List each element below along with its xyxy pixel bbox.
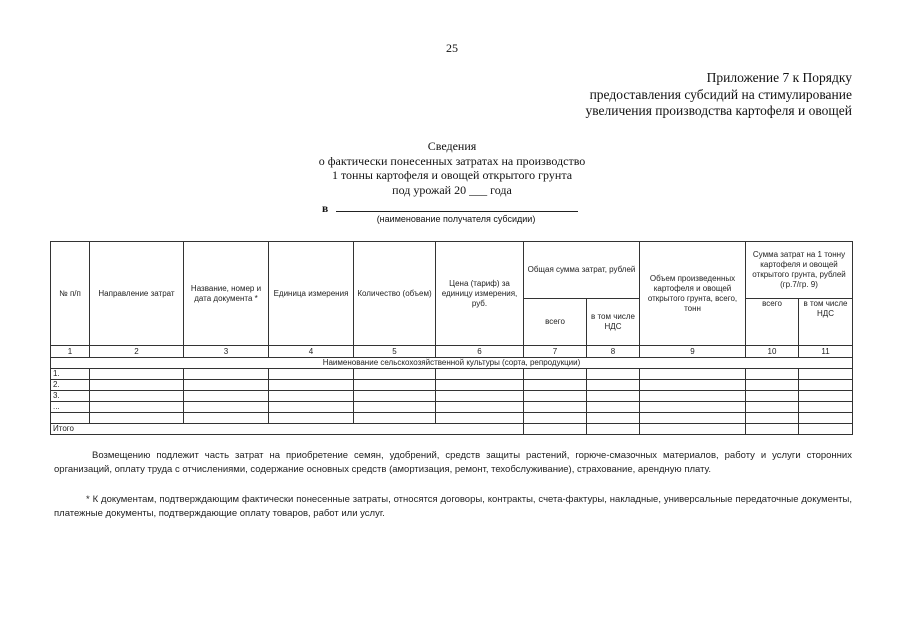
- table-cell[interactable]: [90, 413, 184, 424]
- table-cell[interactable]: [436, 402, 524, 413]
- title-line-3: 1 тонны картофеля и овощей открытого грунта: [331, 168, 573, 182]
- table-cell[interactable]: [799, 380, 853, 391]
- column-number: 8: [587, 346, 640, 358]
- table-cell[interactable]: [436, 391, 524, 402]
- column-number: 7: [524, 346, 587, 358]
- header-per-ton-all: всего: [746, 299, 799, 346]
- table-cell[interactable]: [640, 402, 746, 413]
- table-cell[interactable]: [269, 369, 354, 380]
- table-cell[interactable]: [640, 369, 746, 380]
- table-cell[interactable]: [184, 413, 269, 424]
- table-cell[interactable]: [746, 380, 799, 391]
- header-per-ton-vat: в том числе НДС: [799, 299, 853, 346]
- column-number: 6: [436, 346, 524, 358]
- table-cell[interactable]: [524, 369, 587, 380]
- recipient-underline: [336, 202, 578, 212]
- table-cell[interactable]: [354, 380, 436, 391]
- column-number: 3: [184, 346, 269, 358]
- column-number-row: [51, 346, 853, 358]
- table-cell[interactable]: [640, 380, 746, 391]
- table-cell[interactable]: [587, 402, 640, 413]
- table-cell[interactable]: [90, 391, 184, 402]
- table-cell[interactable]: [799, 424, 853, 435]
- row-number: 1.: [51, 369, 90, 380]
- table-cell[interactable]: [799, 391, 853, 402]
- column-number: 5: [354, 346, 436, 358]
- table-cell[interactable]: [524, 402, 587, 413]
- table-cell[interactable]: [587, 413, 640, 424]
- table-cell[interactable]: [90, 402, 184, 413]
- header-per-ton: Сумма затрат на 1 тонну картофеля и овощей открытого грунта, рублей (гр.7/гр. 9): [746, 242, 853, 299]
- row-number: 2.: [51, 380, 90, 391]
- column-number: 11: [799, 346, 853, 358]
- header-total-cost: Общая сумма затрат, рублей: [524, 242, 640, 299]
- table-cell[interactable]: [354, 402, 436, 413]
- table-cell[interactable]: [587, 369, 640, 380]
- page-number: 25: [446, 41, 458, 55]
- table-cell[interactable]: [354, 369, 436, 380]
- header-direction: Направление затрат: [90, 242, 184, 346]
- header-price: Цена (тариф) за единицу измерения, руб.: [436, 242, 524, 346]
- table-cell[interactable]: [746, 391, 799, 402]
- column-number: 9: [640, 346, 746, 358]
- table-cell[interactable]: [524, 424, 587, 435]
- table-cell[interactable]: [354, 391, 436, 402]
- table-row: [51, 369, 853, 380]
- table-cell[interactable]: [587, 424, 640, 435]
- table-cell[interactable]: [524, 380, 587, 391]
- title-line-4: под урожай 20 ___ года: [392, 182, 512, 197]
- table-cell[interactable]: [799, 402, 853, 413]
- table-cell[interactable]: [587, 391, 640, 402]
- footnote-reimbursement: Возмещению подлежит часть затрат на приобретение семян, удобрений, средств защиты растений, горюче-смазочных материалов, работу и услуги сторонних организаций, оплату труда с отчислениями, содержание основных средств (амортизация, ремонт, техобслуживание), страхование, арендную плату.: [54, 450, 852, 475]
- header-document: Название, номер и дата документа *: [184, 242, 269, 346]
- row-number: ...: [51, 402, 90, 413]
- title-line-1: Сведения: [427, 139, 477, 153]
- appendix-line-3: увеличения производства картофеля и овощей: [585, 103, 852, 118]
- table-cell[interactable]: [90, 369, 184, 380]
- table-row: [51, 380, 853, 391]
- appendix-line-1: Приложение 7 к Порядку: [706, 70, 852, 85]
- total-row: [51, 424, 853, 435]
- table-cell[interactable]: [436, 380, 524, 391]
- row-number: 3.: [51, 391, 90, 402]
- row-number: [51, 413, 90, 424]
- table-cell[interactable]: [640, 413, 746, 424]
- table-cell[interactable]: [269, 380, 354, 391]
- column-number: 2: [90, 346, 184, 358]
- table-cell[interactable]: [269, 413, 354, 424]
- table-cell[interactable]: [184, 380, 269, 391]
- recipient-caption: (наименование получателя субсидии): [376, 214, 536, 224]
- table-cell[interactable]: [746, 402, 799, 413]
- crop-name-row: Наименование сельскохозяйственной культуры (сорта, репродукции): [51, 358, 853, 369]
- table-cell[interactable]: [269, 391, 354, 402]
- header-total-vat: в том числе НДС: [587, 299, 640, 346]
- table-cell[interactable]: [746, 369, 799, 380]
- table-cell[interactable]: [436, 369, 524, 380]
- table-cell[interactable]: [184, 391, 269, 402]
- header-total-all: всего: [524, 299, 587, 346]
- table-cell[interactable]: [90, 380, 184, 391]
- table-cell[interactable]: [269, 402, 354, 413]
- appendix-line-2: предоставления субсидий на стимулирование: [589, 86, 852, 102]
- table-cell[interactable]: [184, 369, 269, 380]
- total-label: Итого: [51, 424, 524, 435]
- table-cell[interactable]: [184, 402, 269, 413]
- header-quantity: Количество (объем): [354, 242, 436, 346]
- table-row: [51, 391, 853, 402]
- appendix-reference: [432, 70, 852, 120]
- column-number: 1: [51, 346, 90, 358]
- table-cell[interactable]: [799, 413, 853, 424]
- table-cell[interactable]: [524, 413, 587, 424]
- document-title: [0, 139, 904, 197]
- table-row: [51, 413, 853, 424]
- table-cell[interactable]: [640, 424, 746, 435]
- header-volume: Объем произведенных картофеля и овощей открытого грунта, всего, тонн: [640, 242, 746, 346]
- table-cell[interactable]: [436, 413, 524, 424]
- table-row: [51, 402, 853, 413]
- footnote-documents: * К документам, подтверждающим фактически понесенные затраты, относятся договоры, контракты, счета-фактуры, накладные, универсальные передаточные документы, платежные документы, подтверждающие оплату товаров, работ или услуг.: [54, 494, 852, 519]
- table-cell[interactable]: [799, 369, 853, 380]
- table-cell[interactable]: [746, 413, 799, 424]
- title-line-2: о фактически понесенных затратах на производство: [318, 153, 586, 168]
- costs-table: [50, 241, 853, 435]
- table-cell[interactable]: [524, 391, 587, 402]
- table-cell[interactable]: [587, 380, 640, 391]
- recipient-prefix: в: [322, 203, 329, 215]
- table-cell[interactable]: [746, 424, 799, 435]
- table-cell[interactable]: [354, 413, 436, 424]
- column-number: 10: [746, 346, 799, 358]
- table-cell[interactable]: [640, 391, 746, 402]
- column-number: 4: [269, 346, 354, 358]
- header-unit: Единица измерения: [269, 242, 354, 346]
- header-num: № п/п: [51, 242, 90, 346]
